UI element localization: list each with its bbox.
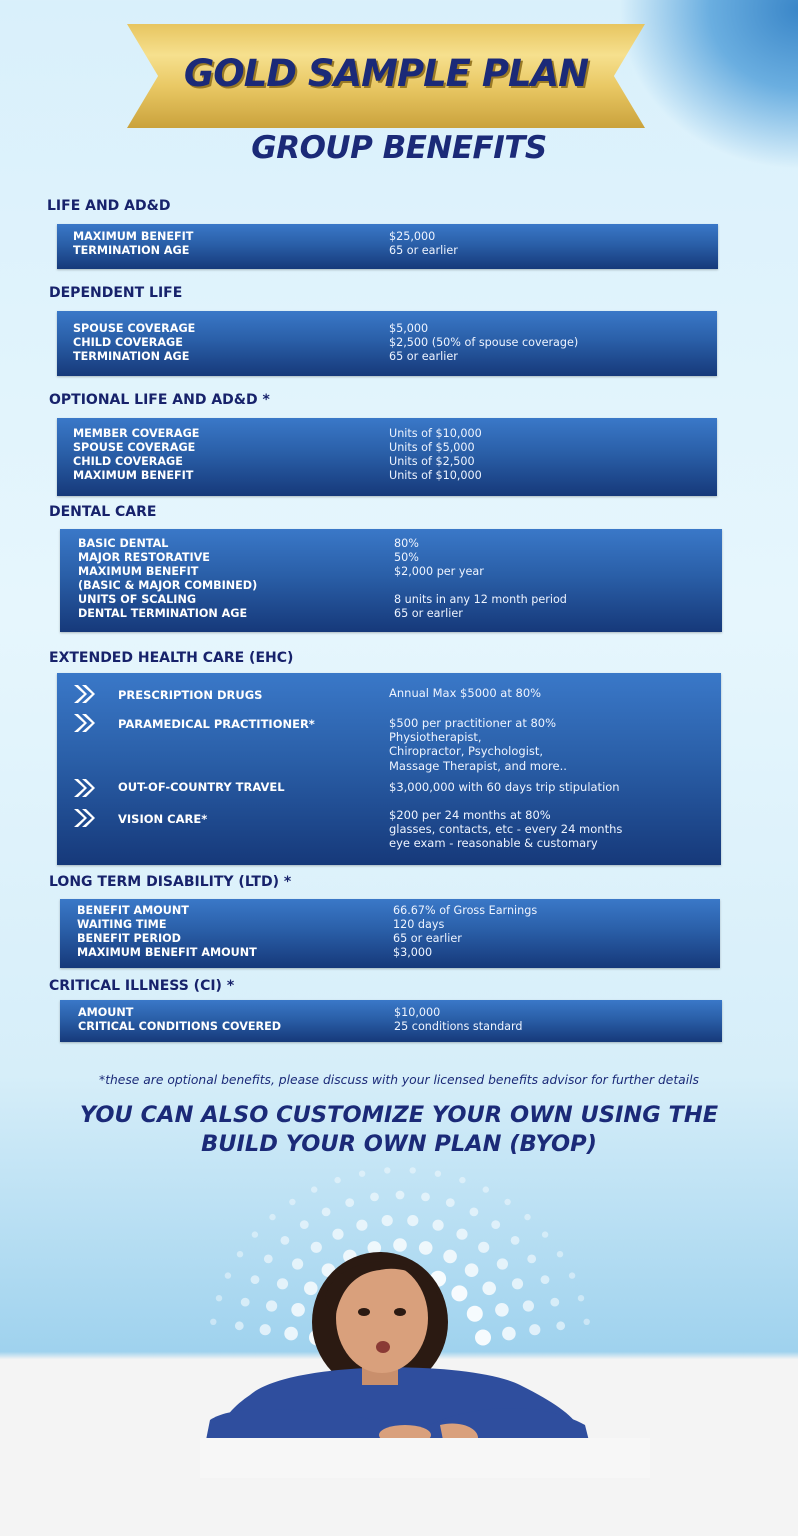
row-label: TERMINATION AGE	[73, 350, 190, 363]
row-label: SPOUSE COVERAGE	[73, 441, 196, 454]
section-title-optional: OPTIONAL LIFE AND AD&D *	[49, 392, 270, 408]
section-title-ci: CRITICAL ILLNESS (CI) *	[49, 978, 235, 994]
row-value: 120 days	[393, 918, 445, 931]
cta-line: BUILD YOUR OWN PLAN (BYOP)	[201, 1131, 597, 1157]
row-value: $25,000	[389, 230, 436, 243]
row-value: 50%	[394, 551, 419, 564]
ehc-item-label: OUT-OF-COUNTRY TRAVEL	[118, 780, 285, 794]
row-value: 8 units in any 12 month period	[394, 593, 567, 606]
value-line: $500 per practitioner at 80%	[389, 716, 557, 730]
row-label: MAXIMUM BENEFIT	[73, 469, 194, 482]
row-label: SPOUSE COVERAGE	[73, 322, 196, 335]
row-value: 25 conditions standard	[394, 1020, 523, 1033]
value-line: Massage Therapist, and more..	[389, 758, 567, 773]
value-line: $3,000,000 with 60 days trip stipulation	[389, 780, 620, 794]
row-value: 65 or earlier	[389, 244, 458, 257]
row-label: BASIC DENTAL	[78, 537, 169, 550]
section-title-life: LIFE AND AD&D	[47, 198, 171, 214]
ehc-item-label: PARAMEDICAL PRACTITIONER*	[118, 717, 315, 731]
row-label: CRITICAL CONDITIONS COVERED	[78, 1020, 282, 1033]
row-label: (BASIC & MAJOR COMBINED)	[78, 579, 258, 592]
section-title-ehc: EXTENDED HEALTH CARE (EHC)	[49, 650, 294, 666]
row-value: 65 or earlier	[394, 607, 463, 620]
value-line: Annual Max $5000 at 80%	[389, 686, 542, 700]
row-value: $5,000	[389, 322, 429, 335]
row-label: MAXIMUM BENEFIT AMOUNT	[77, 946, 257, 959]
row-label: DENTAL TERMINATION AGE	[78, 607, 248, 620]
value-line: glasses, contacts, etc - every 24 months	[389, 822, 623, 837]
row-value: $10,000	[394, 1006, 441, 1019]
plan-title: GOLD SAMPLE PLAN	[183, 52, 589, 95]
row-value: Units of $10,000	[389, 469, 482, 482]
row-value: Units of $5,000	[389, 441, 475, 454]
row-label: UNITS OF SCALING	[78, 593, 197, 606]
row-label: WAITING TIME	[77, 918, 167, 931]
row-label: MAXIMUM BENEFIT	[78, 565, 199, 578]
row-label: MAJOR RESTORATIVE	[78, 551, 210, 564]
section-title-dental: DENTAL CARE	[49, 504, 157, 520]
row-label: TERMINATION AGE	[73, 244, 190, 257]
cta-line: YOU CAN ALSO CUSTOMIZE YOUR OWN USING THE	[79, 1102, 719, 1128]
row-label: AMOUNT	[78, 1006, 134, 1019]
plan-subtitle: GROUP BENEFITS	[251, 130, 547, 166]
row-value: $2,000 per year	[394, 565, 484, 578]
value-line: eye exam - reasonable & customary	[389, 836, 598, 851]
row-label: BENEFIT AMOUNT	[77, 904, 189, 917]
row-label: MAXIMUM BENEFIT	[73, 230, 194, 243]
row-label: CHILD COVERAGE	[73, 455, 183, 468]
value-line: Physiotherapist,	[389, 730, 482, 745]
row-value: Units of $2,500	[389, 455, 475, 468]
section-title-dependent: DEPENDENT LIFE	[49, 285, 183, 301]
section-title-ltd: LONG TERM DISABILITY (LTD) *	[49, 874, 292, 890]
row-value: $2,500 (50% of spouse coverage)	[389, 336, 579, 349]
row-value: 65 or earlier	[393, 932, 462, 945]
optional-benefits-footnote: *these are optional benefits, please discuss with your licensed benefits advisor for further details	[99, 1073, 699, 1087]
value-line: Chiropractor, Psychologist,	[389, 744, 544, 759]
row-value: $3,000	[393, 946, 433, 959]
value-line: $200 per 24 months at 80%	[389, 808, 551, 822]
ehc-item-label: PRESCRIPTION DRUGS	[118, 688, 263, 702]
row-value: 66.67% of Gross Earnings	[393, 904, 538, 917]
row-label: CHILD COVERAGE	[73, 336, 183, 349]
ehc-item-label: VISION CARE*	[118, 812, 208, 826]
row-label: MEMBER COVERAGE	[73, 427, 200, 440]
row-label: BENEFIT PERIOD	[77, 932, 181, 945]
row-value: 80%	[394, 537, 419, 550]
row-value: 65 or earlier	[389, 350, 458, 363]
row-value: Units of $10,000	[389, 427, 482, 440]
